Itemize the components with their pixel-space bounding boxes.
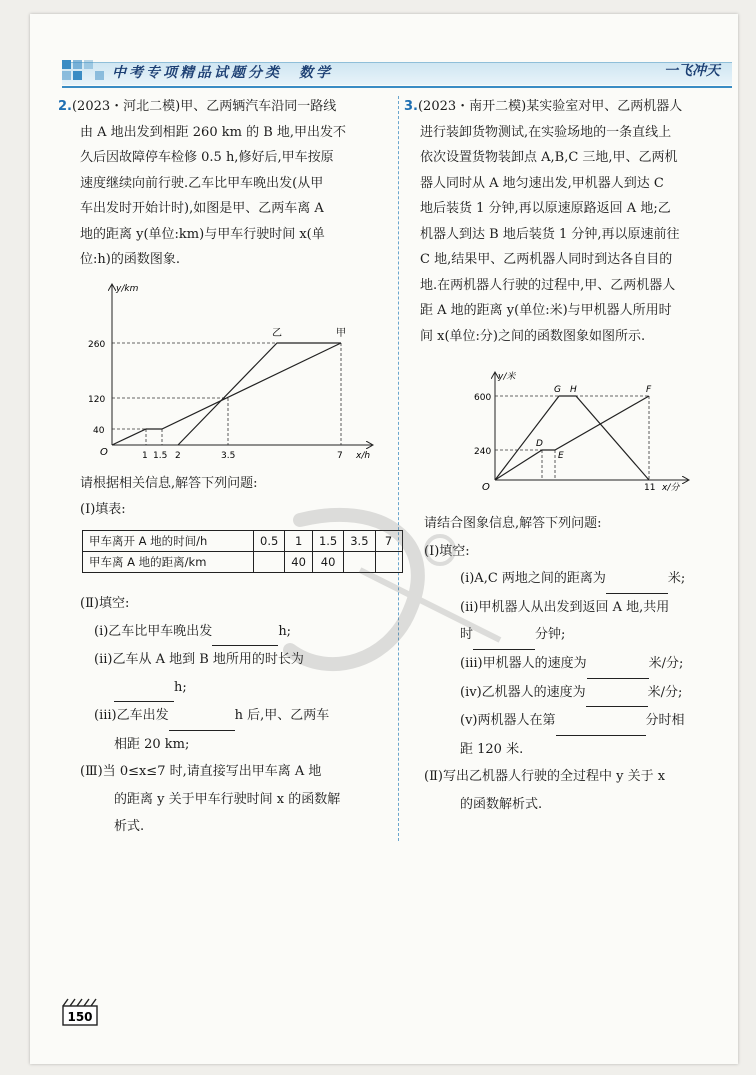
q2-xlabel: x/h <box>356 451 371 461</box>
q2-blank-2[interactable] <box>114 674 174 703</box>
q3-point-f: F <box>646 385 652 395</box>
q3-graph <box>470 368 700 498</box>
question-2 <box>60 94 392 273</box>
table-cell: 甲车离 A 地的距离/km <box>83 552 254 573</box>
header-brand: 一飞冲天 <box>664 63 720 79</box>
q2-label-jia: 甲 <box>336 328 346 339</box>
q3-s5-text: (ⅴ)两机器人在第 <box>460 713 556 729</box>
q2-line-yi <box>178 343 341 445</box>
q3-part2-line: 的函数解析式. <box>460 796 543 812</box>
q3-line-yi <box>495 396 649 480</box>
q2-blank-3[interactable] <box>169 702 235 731</box>
q3-text-line: C 地,结果甲、乙两机器人同时到达各自目的 <box>420 252 673 267</box>
q3-point-e: E <box>558 451 564 461</box>
q3-s4-unit: 米/分; <box>647 684 683 700</box>
q3-text-line: 地.在两机器人行驶的过程中,甲、乙两机器人 <box>420 277 676 293</box>
header-title: 中考专项精品试题分类 数学 <box>112 65 333 81</box>
table-cell: 1.5 <box>312 531 343 552</box>
q2-xtick: 2 <box>175 451 181 461</box>
page-number: 150 <box>67 1010 93 1024</box>
table-cell: 40 <box>312 552 343 573</box>
q2-text-line: 地的距离 y(单位:km)与甲车行驶时间 x(单 <box>80 226 325 242</box>
q3-text-line: (2023・南开二模)某实验室对甲、乙两机器人 <box>417 99 683 114</box>
page-number-badge <box>62 998 98 1026</box>
q2-sub1-unit: h; <box>278 623 292 639</box>
q2-part3-line: 的距离 y 关于甲车行驶时间 x 的函数解 <box>114 791 341 807</box>
q2-ylabel: y/km <box>116 284 139 294</box>
q3-part1-label: (Ⅰ)填空: <box>424 543 470 559</box>
q2-graph <box>80 280 380 465</box>
q3-text-line: 地后装货 1 分钟,再以原速原路返回 A 地;乙 <box>420 201 671 216</box>
q2-text-line: 位:h)的函数图象. <box>80 252 180 267</box>
q2-prompt: 请根据相关信息,解答下列问题: <box>80 476 258 491</box>
q2-sub2-text: (ⅱ)乙车从 A 地到 B 地所用的时长为 <box>94 652 304 667</box>
q2-text-line: 久后因故障停车检修 0.5 h,修好后,甲车按原 <box>80 150 334 165</box>
q3-ytick: 600 <box>474 393 492 403</box>
q2-sub3-text2: h 后,甲、乙两车 <box>234 708 330 723</box>
q3-prompt: 请结合图象信息,解答下列问题: <box>424 516 602 531</box>
q3-s3-text: (ⅲ)甲机器人的速度为 <box>460 655 587 671</box>
q3-text-line: 进行装卸货物测试,在实验场地的一条直线上 <box>420 124 672 140</box>
q3-point-d: D <box>536 439 543 449</box>
q3-ylabel: y/米 <box>498 372 516 382</box>
q2-text-line: 车出发时开始计时),如图是甲、乙两车离 A <box>80 201 324 216</box>
q3-point-h: H <box>570 385 577 395</box>
q3-blank-3[interactable] <box>587 650 649 679</box>
q2-part3-line: (Ⅲ)当 0≤x≤7 时,请直接写出甲车离 A 地 <box>80 764 322 779</box>
q3-blank-1[interactable] <box>606 565 668 594</box>
table-cell: 1 <box>285 531 313 552</box>
q2-text-line: 速度继续向前行驶.乙车比甲车晚出发(从甲 <box>80 175 324 191</box>
q2-xtick: 1.5 <box>153 451 168 461</box>
q3-s1-unit: 米; <box>667 571 686 587</box>
q2-origin: O <box>100 447 108 458</box>
table-cell: 40 <box>285 552 313 573</box>
q3-s1-text: (ⅰ)A,C 两地之间的距离为 <box>460 571 606 587</box>
q3-s5-text3: 距 120 米. <box>460 741 524 757</box>
q3-s5-text2: 分时相 <box>645 713 685 729</box>
q3-part2-line: (Ⅱ)写出乙机器人行驶的全过程中 y 关于 x <box>424 769 666 785</box>
q3-text-line: 依次设置货物装卸点 A,B,C 三地,甲、乙两机 <box>420 150 678 165</box>
q3-point-g: G <box>554 385 561 395</box>
q3-number: 3. <box>404 99 418 114</box>
q3-ytick: 240 <box>474 447 492 457</box>
q3-blank-4[interactable] <box>586 679 648 708</box>
q3-text-line: 间 x(单位:分)之间的函数图象如图所示. <box>420 328 646 344</box>
table-cell: 3.5 <box>344 531 375 552</box>
q3-s3-unit: 米/分; <box>648 655 684 671</box>
q2-sub1-text: (ⅰ)乙车比甲车晚出发 <box>94 623 213 639</box>
q3-origin: O <box>482 482 490 493</box>
q3-xlabel: x/分 <box>662 483 680 493</box>
q2-number: 2. <box>58 99 72 114</box>
q2-ytick: 260 <box>88 340 106 350</box>
q3-text-line: 机器人到达 B 地后装货 1 分钟,再以原速前往 <box>420 226 680 242</box>
q3-s2-unit: 分钟; <box>535 627 566 643</box>
q2-xtick: 1 <box>142 451 148 461</box>
q2-xtick: 7 <box>337 451 343 461</box>
q2-ytick: 120 <box>88 395 106 405</box>
header-rule <box>62 86 732 88</box>
q3-text-line: 距 A 地的距离 y(单位:米)与甲机器人所用时 <box>420 303 672 318</box>
q2-ytick: 40 <box>93 426 105 436</box>
question-3 <box>404 94 738 349</box>
q3-s2-text: (ⅱ)甲机器人从出发到返回 A 地,共用 <box>460 599 670 615</box>
table-cell: 甲车离开 A 地的时间/h <box>83 531 254 552</box>
q2-part2-label: (Ⅱ)填空: <box>80 596 130 611</box>
q3-s2-text2: 时 <box>460 627 474 643</box>
q2-text-line: 由 A 地出发到相距 260 km 的 B 地,甲出发不 <box>80 124 347 140</box>
q2-sub3-text3: 相距 20 km; <box>114 736 190 752</box>
column-divider <box>398 96 399 841</box>
q2-text-line: (2023・河北二模)甲、乙两辆汽车沿同一路线 <box>71 99 337 114</box>
q3-blank-5[interactable] <box>556 707 646 736</box>
q2-sub3-text: (ⅲ)乙车出发 <box>94 708 169 723</box>
q2-sub2-unit: h; <box>174 679 187 695</box>
table-cell: 0.5 <box>254 531 285 552</box>
q3-xtick: 11 <box>644 483 656 493</box>
q2-xtick: 3.5 <box>221 451 236 461</box>
q3-s4-text: (ⅳ)乙机器人的速度为 <box>460 684 586 700</box>
q2-part3-line: 析式. <box>114 819 145 834</box>
q2-part1-label: (Ⅰ)填表: <box>80 501 126 517</box>
q3-text-line: 器人同时从 A 地匀速出发,甲机器人到达 C <box>420 175 664 191</box>
q2-label-yi: 乙 <box>272 328 282 339</box>
table-cell: 7 <box>375 531 402 552</box>
watermark-logo <box>240 480 540 720</box>
